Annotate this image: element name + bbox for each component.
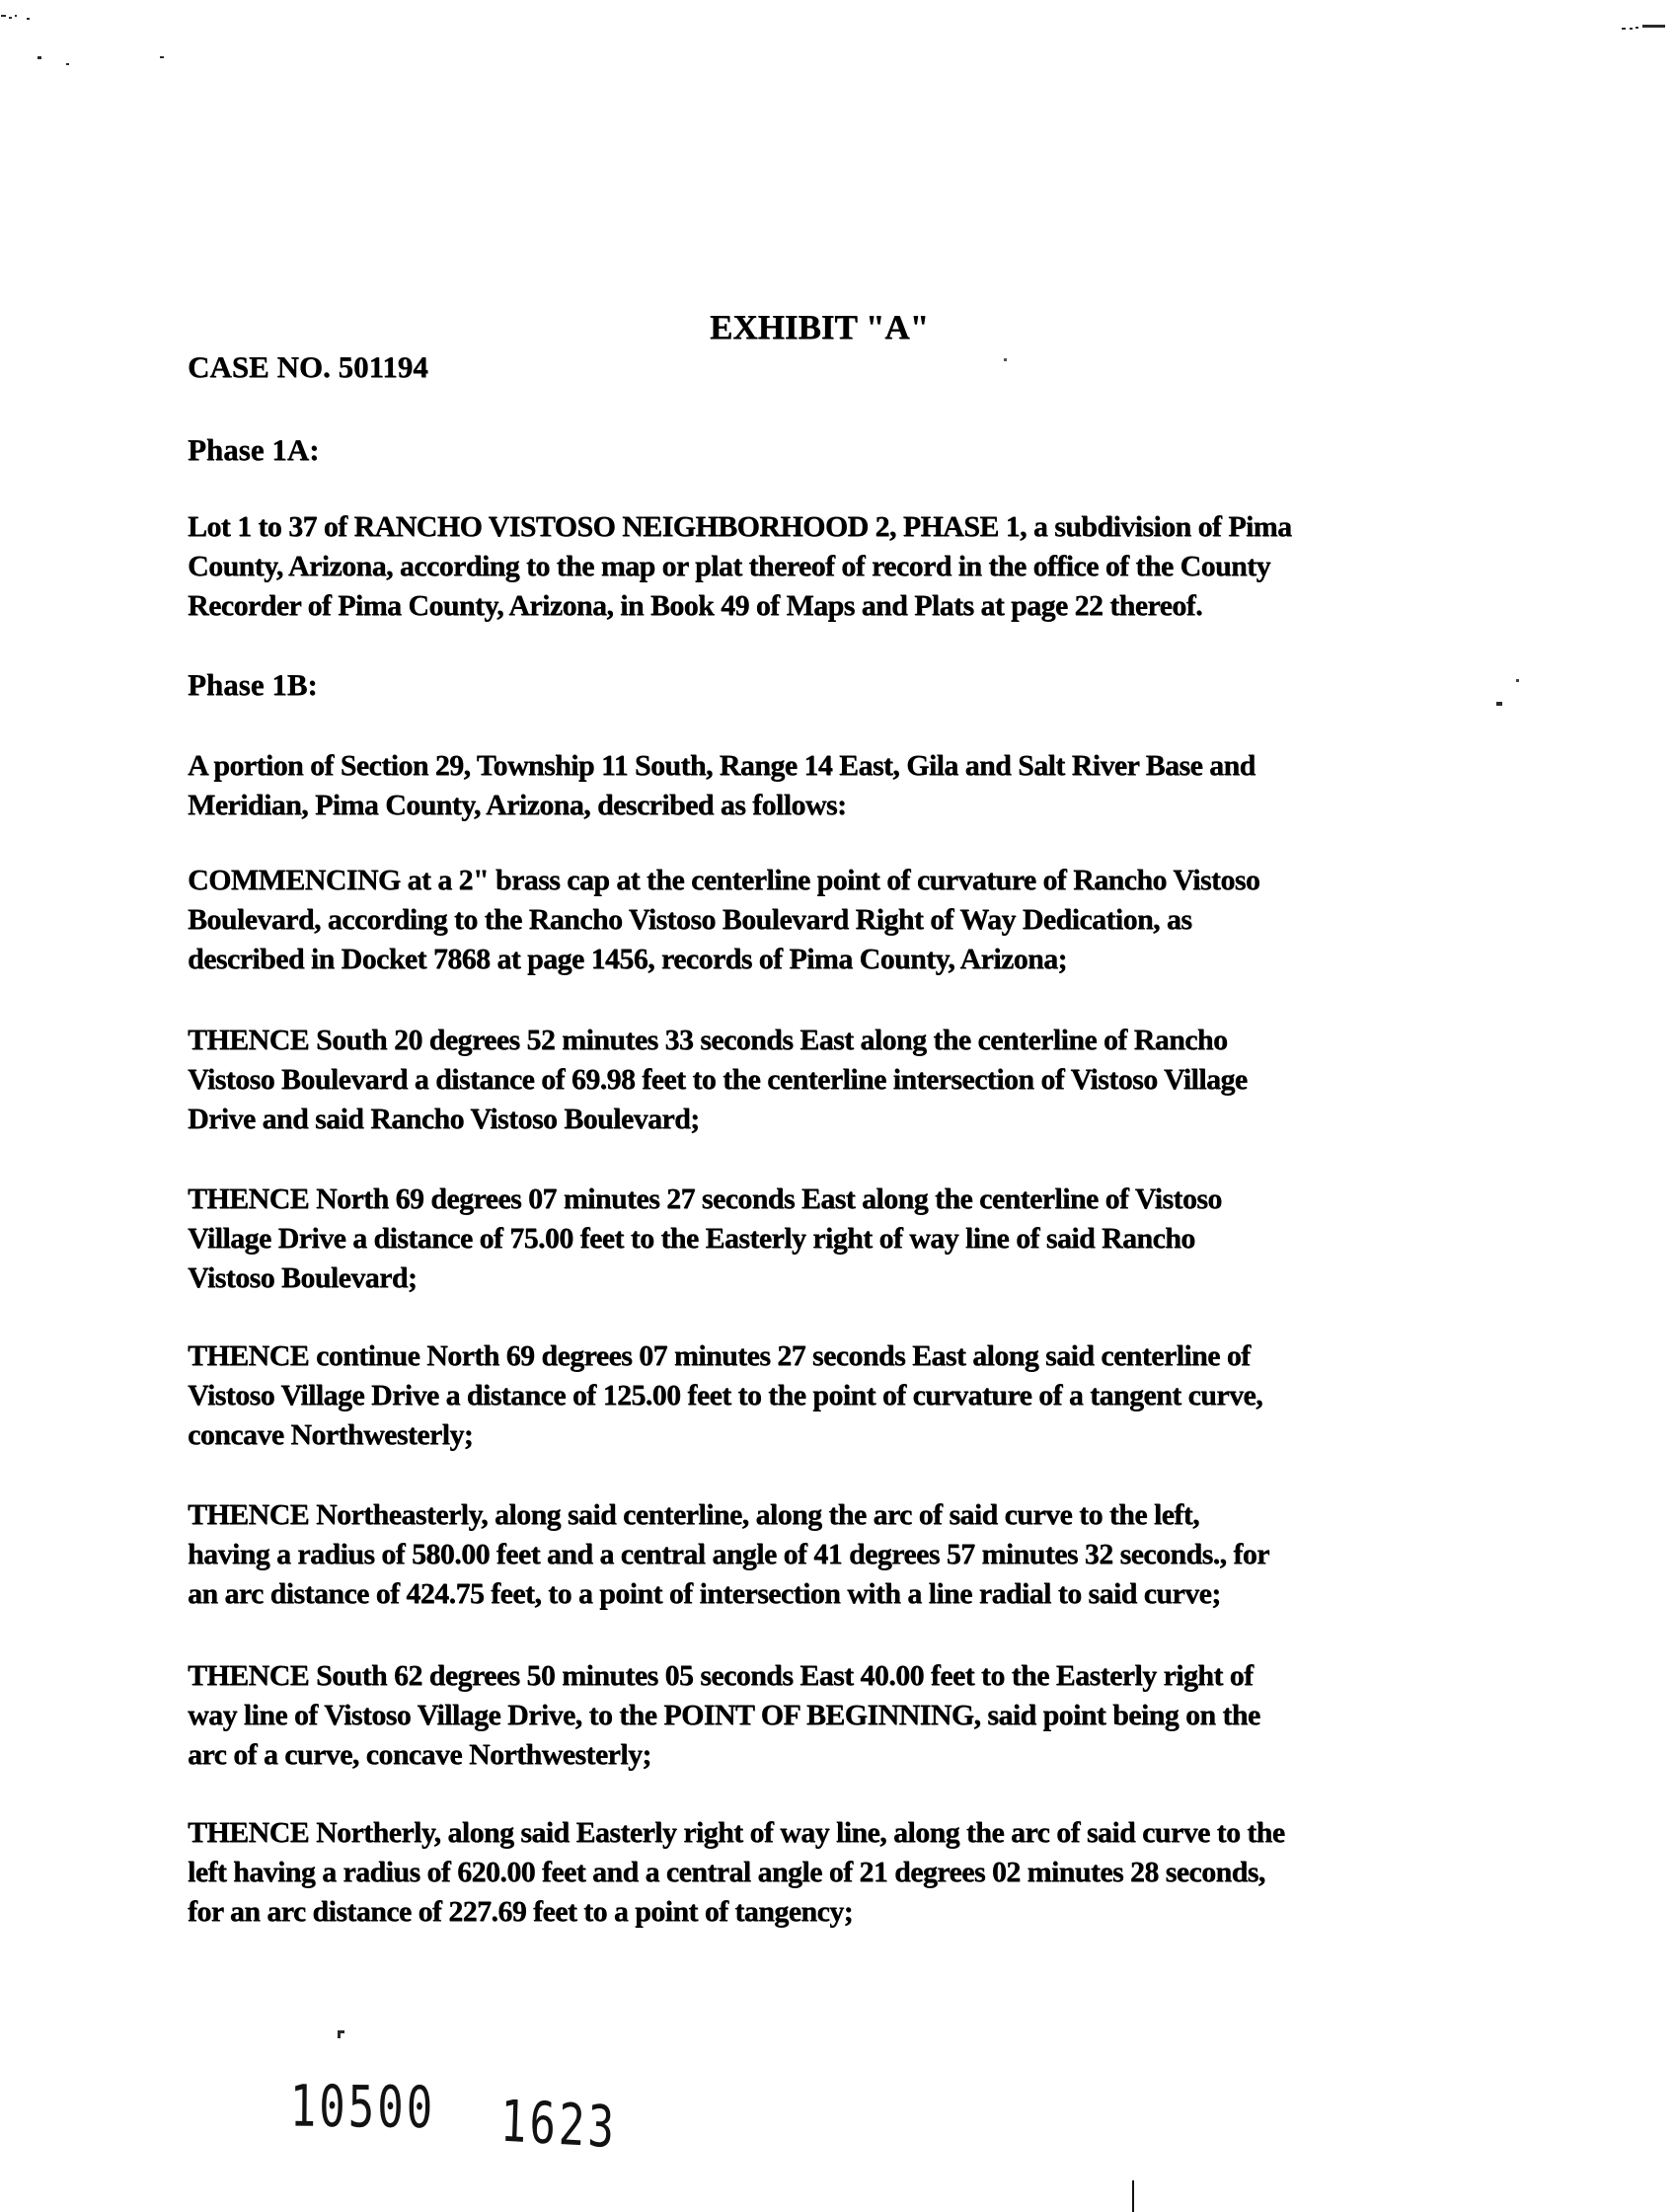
text-line: THENCE South 62 degrees 50 minutes 05 seconds East 40.00 feet to the Easterly right of [188,1659,1254,1692]
text-line: left having a radius of 620.00 feet and a central angle of 21 degrees 02 minutes 28 seconds, [188,1856,1265,1888]
scan-speckle [15,15,17,17]
scan-vertical-bar [1132,2180,1134,2212]
text-line: for an arc distance of 227.69 feet to a point of tangency; [188,1895,853,1928]
scan-speckle [66,63,69,65]
legal-description-paragraph [188,861,1506,979]
scan-speckle [38,56,41,59]
text-line: way line of Vistoso Village Drive, to the POINT OF BEGINNING, said point being on the [188,1699,1260,1731]
text-line: Lot 1 to 37 of RANCHO VISTOSO NEIGHBORHOOD 2, PHASE 1, a subdivision of Pima [188,510,1292,543]
legal-description-paragraph [188,1813,1506,1932]
phase-heading [188,430,1506,470]
scan-speckle [1,15,6,17]
text-line: THENCE Northeasterly, along said centerline, along the arc of said curve to the left, [188,1498,1199,1531]
scan-dash [1642,25,1665,28]
text-line: described in Docket 7868 at page 1456, records of Pima County, Arizona; [188,943,1067,975]
text-line: Boulevard, according to the Rancho Vistoso Boulevard Right of Way Dedication, as [188,903,1192,936]
stamp-number-left: 10500 [289,2073,436,2142]
text-line: arc of a curve, concave Northwesterly; [188,1738,651,1771]
scan-speckle [1630,28,1633,30]
text-line: THENCE South 20 degrees 52 minutes 33 seconds East along the centerline of Rancho [188,1024,1228,1056]
legal-description-paragraph [188,1495,1506,1614]
text-line: A portion of Section 29, Township 11 South, Range 14 East, Gila and Salt River Base and [188,749,1256,782]
phase-heading [188,665,1506,705]
text-line: THENCE Northerly, along said Easterly right of way line, along the arc of said curve to the [188,1816,1285,1849]
text-line: County, Arizona, according to the map or plat thereof of record in the office of the County [188,550,1270,582]
text-line: Recorder of Pima County, Arizona, in Book 49 of Maps and Plats at page 22 thereof. [188,589,1202,622]
legal-description-paragraph [188,1656,1506,1775]
scan-tick [338,2032,341,2038]
text-line: Phase 1B: [188,667,318,702]
text-line: Phase 1A: [188,432,320,467]
scan-speckle [1636,27,1638,29]
text-line: Vistoso Boulevard a distance of 69.98 feet to the centerline intersection of Vistoso Village [188,1063,1248,1096]
scan-speckle [160,56,164,58]
text-line: Village Drive a distance of 75.00 feet to the Easterly right of way line of said Rancho [188,1222,1195,1255]
legal-description-paragraph [188,1021,1506,1139]
text-line: concave Northwesterly; [188,1418,474,1451]
scan-speckle [1516,679,1519,682]
text-line: having a radius of 580.00 feet and a central angle of 41 degrees 57 minutes 32 seconds., for [188,1538,1269,1570]
legal-description-paragraph [188,1336,1506,1455]
scan-speckle [9,17,12,19]
legal-description-paragraph [188,507,1506,626]
text-line: Vistoso Boulevard; [188,1261,418,1294]
text-line: an arc distance of 424.75 feet, to a point of intersection with a line radial to said curve; [188,1577,1221,1610]
scan-speckle [27,18,30,20]
stamp-number-right: 1623 [498,2088,619,2162]
exhibit-title: EXHIBIT "A" [709,308,930,346]
text-line: THENCE North 69 degrees 07 minutes 27 seconds East along the centerline of Vistoso [188,1182,1222,1215]
text-line: COMMENCING at a 2" brass cap at the centerline point of curvature of Rancho Vistoso [188,864,1260,896]
document-body [188,430,1506,1932]
legal-description-paragraph [188,1180,1506,1298]
case-number: CASE NO. 501194 [188,349,428,384]
text-line: Meridian, Pima County, Arizona, described as follows: [188,789,847,821]
text-line: Drive and said Rancho Vistoso Boulevard; [188,1103,700,1135]
scan-speckle [1622,28,1626,30]
text-line: THENCE continue North 69 degrees 07 minutes 27 seconds East along said centerline of [188,1339,1251,1372]
text-line: Vistoso Village Drive a distance of 125.00 feet to the point of curvature of a tangent curve, [188,1379,1263,1411]
legal-description-paragraph [188,746,1506,825]
document-text-column [188,308,1506,1932]
